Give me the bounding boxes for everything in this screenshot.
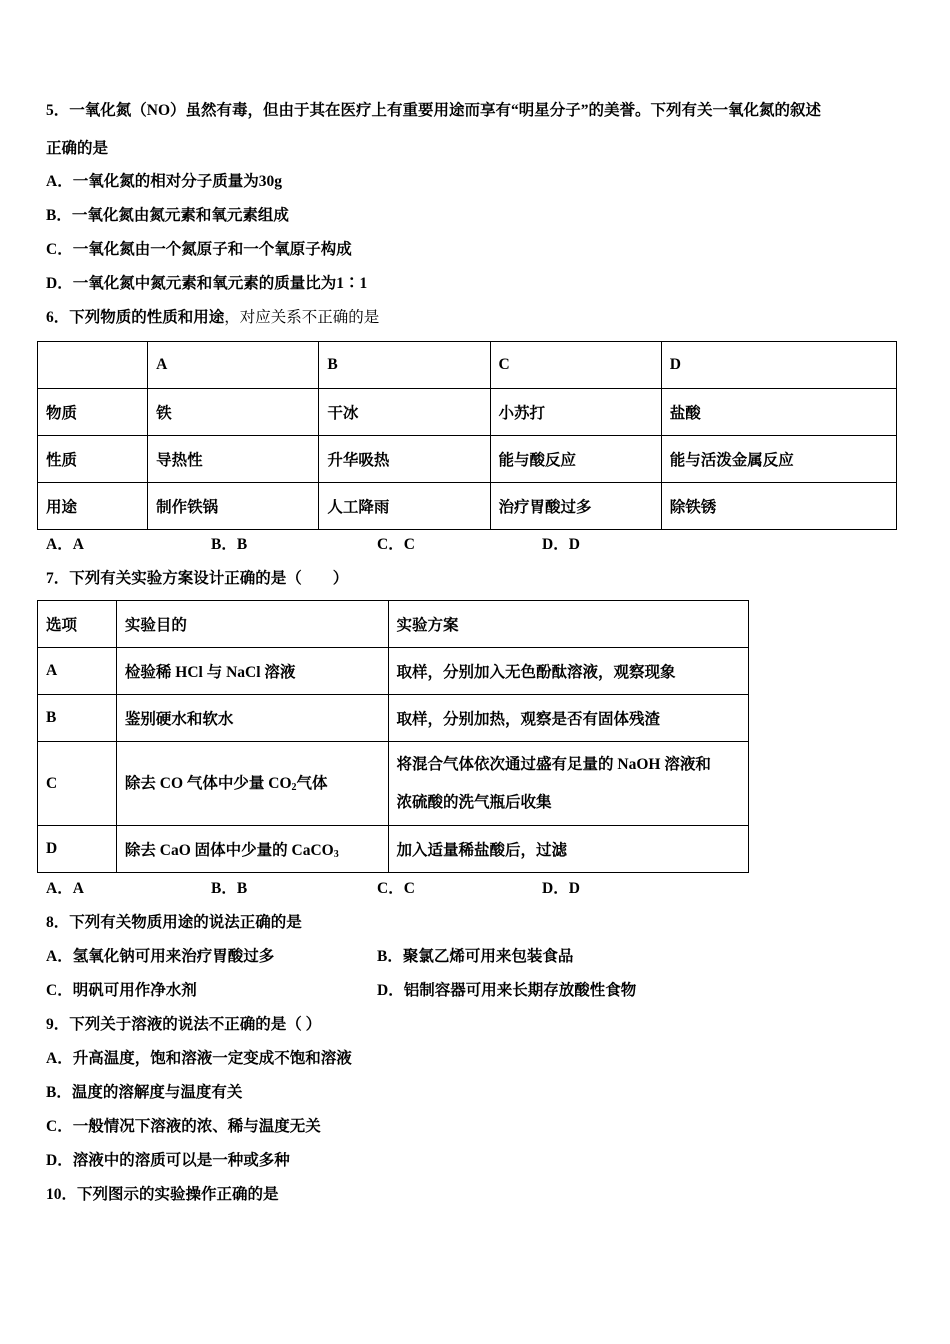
table-cell: D bbox=[38, 826, 117, 873]
q7-choice-b: B．B bbox=[211, 880, 248, 897]
table-cell: 取样，分别加热，观察是否有固体残渣 bbox=[388, 695, 748, 742]
q5-option-b: B．一氧化氮由氮元素和氧元素组成 bbox=[46, 207, 289, 224]
q7-header-purpose: 实验目的 bbox=[116, 601, 388, 648]
formula-subscript: 3 bbox=[333, 849, 339, 860]
table-cell: 性质 bbox=[38, 436, 148, 483]
table-cell: 人工降雨 bbox=[319, 483, 490, 530]
table-cell: 盐酸 bbox=[661, 389, 896, 436]
plan-line: 将混合气体依次通过盛有足量的 NaOH 溶液和 bbox=[396, 755, 711, 773]
table-cell: 铁 bbox=[148, 389, 319, 436]
q5-option-a: A．一氧化氮的相对分子质量为30g bbox=[46, 173, 282, 190]
q6-choice-a: A．A bbox=[46, 536, 84, 553]
table-cell: 取样，分别加入无色酚酞溶液，观察现象 bbox=[388, 648, 748, 695]
table-cell: 除铁锈 bbox=[661, 483, 896, 530]
table-cell bbox=[388, 742, 748, 826]
table-cell: 用途 bbox=[38, 483, 148, 530]
table-cell: 加入适量稀盐酸后，过滤 bbox=[388, 826, 748, 873]
q6-header-c: C bbox=[490, 342, 661, 389]
table-cell: B bbox=[38, 695, 117, 742]
table-cell: 治疗胃酸过多 bbox=[490, 483, 661, 530]
q5-stem-line2: 正确的是 bbox=[46, 140, 109, 157]
table-row bbox=[38, 695, 749, 742]
q6-header-d: D bbox=[661, 342, 896, 389]
q7-header-plan: 实验方案 bbox=[388, 601, 748, 648]
q5-stem-line1: 5．一氧化氮（NO）虽然有毒，但由于其在医疗上有重要用途而享有“明星分子”的美誉。下列有关一氧化氮的叙述 bbox=[46, 102, 822, 119]
table-cell: 能与酸反应 bbox=[490, 436, 661, 483]
formula-text: 气体 bbox=[296, 774, 328, 792]
q9-option-a: A．升高温度，饱和溶液一定变成不饱和溶液 bbox=[46, 1050, 352, 1067]
q5-option-c: C．一氧化氮由一个氮原子和一个氧原子构成 bbox=[46, 241, 352, 258]
q6-stem bbox=[46, 308, 379, 328]
table-row bbox=[38, 342, 897, 389]
q6-table bbox=[37, 341, 897, 530]
table-cell: 能与活泼金属反应 bbox=[661, 436, 896, 483]
table-cell: 升华吸热 bbox=[319, 436, 490, 483]
q9-option-c: C．一般情况下溶液的浓、稀与温度无关 bbox=[46, 1118, 321, 1135]
q5-option-d: D．一氧化氮中氮元素和氧元素的质量比为1∶1 bbox=[46, 275, 368, 292]
table-cell: C bbox=[38, 742, 117, 826]
q8-stem: 8．下列有关物质用途的说法正确的是 bbox=[46, 914, 302, 931]
table-cell: 小苏打 bbox=[490, 389, 661, 436]
q6-choice-c: C．C bbox=[377, 536, 415, 553]
q7-choice-c: C．C bbox=[377, 880, 415, 897]
table-cell bbox=[116, 826, 388, 873]
q6-header-b: B bbox=[319, 342, 490, 389]
q7-table bbox=[37, 600, 749, 873]
q6-stem-normal: ，对应关系不正确的是 bbox=[224, 309, 380, 326]
table-row bbox=[38, 436, 897, 483]
q8-option-c: C．明矾可用作净水剂 bbox=[46, 982, 197, 999]
q8-option-d: D．铝制容器可用来长期存放酸性食物 bbox=[377, 982, 637, 999]
q7-choice-a: A．A bbox=[46, 880, 84, 897]
table-cell bbox=[116, 742, 388, 826]
table-cell: 干冰 bbox=[319, 389, 490, 436]
q9-option-d: D．溶液中的溶质可以是一种或多种 bbox=[46, 1152, 290, 1169]
table-cell: 导热性 bbox=[148, 436, 319, 483]
q7-stem: 7．下列有关实验方案设计正确的是（ ） bbox=[46, 570, 349, 587]
formula-text: 除去 CaO 固体中少量的 CaCO bbox=[124, 842, 334, 859]
table-row bbox=[38, 389, 897, 436]
q6-header-a: A bbox=[148, 342, 319, 389]
table-row bbox=[38, 826, 749, 873]
q6-choice-d: D．D bbox=[542, 536, 580, 553]
q7-choice-d: D．D bbox=[542, 880, 580, 897]
table-row bbox=[38, 648, 749, 695]
table-cell: A bbox=[38, 648, 117, 695]
table-row bbox=[38, 601, 749, 648]
q6-stem-bold: 6．下列物质的性质和用途 bbox=[46, 309, 225, 326]
formula-subscript: 2 bbox=[291, 781, 297, 793]
table-row bbox=[38, 742, 749, 826]
formula-text: 除去 CO 气体中少量 CO bbox=[124, 774, 292, 792]
table-cell: 物质 bbox=[38, 389, 148, 436]
plan-line: 浓硫酸的洗气瓶后收集 bbox=[396, 793, 552, 811]
q6-choice-b: B．B bbox=[211, 536, 248, 553]
q9-stem: 9．下列关于溶液的说法不正确的是（ ） bbox=[46, 1016, 322, 1033]
table-cell: 制作铁锅 bbox=[148, 483, 319, 530]
table-cell: 检验稀 HCl 与 NaCl 溶液 bbox=[116, 648, 388, 695]
q6-header-blank bbox=[38, 342, 148, 389]
q8-option-a: A．氢氧化钠可用来治疗胃酸过多 bbox=[46, 948, 275, 965]
q10-stem: 10．下列图示的实验操作正确的是 bbox=[46, 1186, 279, 1203]
table-cell: 鉴别硬水和软水 bbox=[116, 695, 388, 742]
q8-option-b: B．聚氯乙烯可用来包装食品 bbox=[377, 948, 574, 965]
table-row bbox=[38, 483, 897, 530]
q9-option-b: B．温度的溶解度与温度有关 bbox=[46, 1084, 243, 1101]
q7-header-option: 选项 bbox=[38, 601, 117, 648]
